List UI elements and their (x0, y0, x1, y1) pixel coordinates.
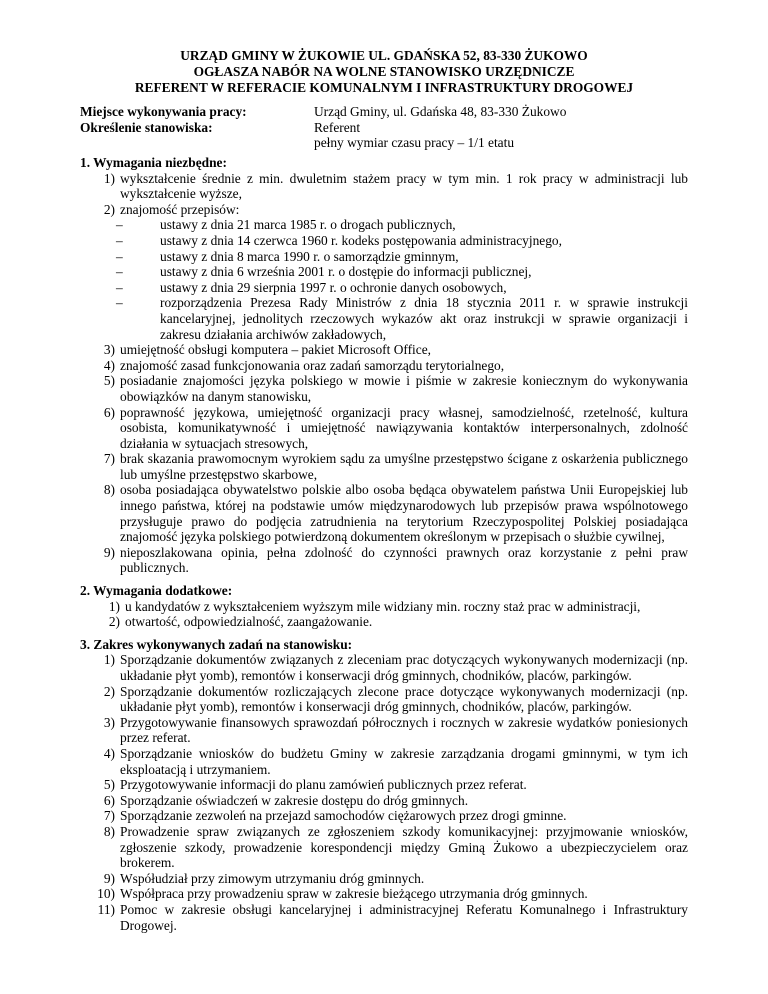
list-item (80, 824, 688, 871)
item-text: u kandydatów z wykształceniem wyższym mile widziany min. roczny staż prac w administracji, (125, 598, 641, 614)
list-item (80, 793, 688, 809)
item-number: 8) (103, 823, 115, 839)
law-item (80, 264, 688, 280)
position-label: Określenie stanowiska: (80, 119, 213, 135)
item-number: 6) (103, 404, 115, 420)
item-number: 3) (103, 714, 115, 730)
law-text: ustawy z dnia 29 sierpnia 1997 r. o ochronie danych osobowych, (160, 279, 507, 295)
item-number: 4) (103, 357, 115, 373)
list-item (80, 482, 688, 544)
item-number: 1) (103, 170, 115, 186)
law-text: rozporządzenia Prezesa Rady Ministrów z dnia 18 stycznia 2011 r. w sprawie instrukcji kancelaryjnej, jednolitych rzeczowych wykazów akt oraz instrukcji w sprawie organizacji i zakresu działania archiwów zakładowych, (160, 295, 688, 342)
item-number: 1) (103, 652, 115, 668)
law-text: ustawy z dnia 8 marca 1990 r. o samorządzie gminnym, (160, 248, 459, 264)
item-text: otwartość, odpowiedzialność, zaangażowanie. (125, 614, 373, 630)
item-number: 2) (103, 683, 115, 699)
list-item (80, 342, 688, 358)
item-text: Sporządzanie zezwoleń na przejazd samochodów ciężarowych przez drogi gminne. (120, 808, 567, 824)
header-position: REFERENT W REFERACIE KOMUNALNYM I INFRASTRUKTURY DROGOWEJ (134, 80, 634, 95)
list-item (80, 451, 688, 482)
law-item (80, 217, 688, 233)
list-item (80, 684, 688, 715)
section-duties (80, 637, 688, 933)
item-text: nieposzlakowana opinia, pełna zdolność do czynności prawnych oraz korzystanie z pełni praw publicznych. (120, 544, 688, 576)
item-number: 1) (108, 598, 120, 614)
header-office: URZĄD GMINY W ŻUKOWIE UL. GDAŃSKA 52, 83-330 ŻUKOWO (180, 48, 588, 63)
dash-bullet: – (116, 217, 123, 233)
item-text: Sporządzanie oświadczeń w zakresie dostępu do dróg gminnych. (120, 792, 469, 808)
item-text: Prowadzenie spraw związanych ze zgłoszeniem szkody komunikacyjnej: przyjmowanie wniosków, zgłoszenie szkody, prowadzenie korespondencji między Gminą Żukowo a ubezpieczycielem oraz brokerem. (120, 823, 688, 871)
law-text: ustawy z dnia 21 marca 1985 r. o drogach publicznych, (160, 217, 456, 233)
item-text: posiadanie znajomości języka polskiego w mowie i piśmie w zakresie koniecznym do wykonywania obowiązków na danym stanowisku, (120, 373, 688, 404)
item-text: Współpraca przy prowadzeniu spraw w zakresie bieżącego utrzymania dróg gminnych. (120, 886, 588, 902)
list-item (80, 614, 688, 630)
law-item (80, 249, 688, 265)
job-meta (80, 104, 688, 151)
list-item (80, 715, 688, 746)
dash-bullet: – (116, 232, 123, 248)
item-text: brak skazania prawomocnym wyrokiem sądu za umyślne przestępstwo ścigane z oskarżenia publicznego lub umyślne przestępstwo skarbowe, (120, 451, 688, 482)
item-text: poprawność językowa, umiejętność organizacji pracy własnej, samodzielność, rzetelność, kultura osobista, komunikatywność i umiejętność nawiązywania kontaktów interpersonalnych, zdolność działania w sytuacjach stresowych, (120, 404, 688, 451)
law-item (80, 295, 688, 342)
dash-bullet: – (116, 279, 123, 295)
list-item (80, 202, 688, 218)
item-number: 3) (103, 342, 115, 358)
header-announcement: OGŁASZA NABÓR NA WOLNE STANOWISKO URZĘDNICZE (193, 64, 575, 79)
item-text: Sporządzanie wniosków do budżetu Gminy w zakresie zarządzania drogami gminnymi, w tym ich eksploatacją i utrzymaniem. (120, 745, 688, 777)
section-title: 1. Wymagania niezbędne: (80, 155, 227, 170)
item-text: wykształcenie średnie z min. dwuletnim stażem pracy w tym min. 1 rok pracy w administracji lub wykształcenie wyższe, (120, 170, 688, 202)
worktime-value: pełny wymiar czasu pracy – 1/1 etatu (314, 135, 515, 151)
list-item (80, 902, 688, 933)
list-item (80, 358, 688, 374)
law-text: ustawy z dnia 14 czerwca 1960 r. kodeks postępowania administracyjnego, (160, 232, 562, 248)
item-number: 6) (103, 792, 115, 808)
law-item (80, 233, 688, 249)
section-additional (80, 583, 688, 630)
list-item (80, 777, 688, 793)
dash-bullet: – (116, 248, 123, 264)
item-number: 11) (97, 901, 115, 917)
item-text: Sporządzanie dokumentów rozliczających zlecone prace dotyczące wykonywanych modernizacji (np. układanie płyt yomb), remontów i konserwacji dróg gminnych, chodników, placów, parkingów. (120, 683, 688, 715)
item-text: Sporządzanie dokumentów związanych z zleceniam prac dotyczących wykonywanych modernizacji (np. układanie płyt yomb), remontów i konserwacji dróg gminnych, chodników, placów, parkingów. (120, 652, 688, 683)
item-number: 2) (103, 201, 115, 217)
workplace-label: Miejsce wykonywania pracy: (80, 104, 247, 119)
item-number: 9) (103, 544, 115, 560)
sections (80, 155, 688, 940)
item-text: znajomość przepisów: (120, 201, 240, 217)
item-text: umiejętność obsługi komputera – pakiet Microsoft Office, (120, 342, 432, 358)
list-item (80, 746, 688, 777)
item-text: Współudział przy zimowym utrzymaniu dróg gminnych. (120, 870, 425, 886)
position-value: Referent (314, 119, 361, 135)
item-number: 5) (103, 373, 115, 389)
list-item (80, 373, 688, 404)
item-text: Pomoc w zakresie obsługi kancelaryjnej i administracyjnej Referatu Komunalnego i Infrastruktury Drogowej. (120, 901, 688, 933)
law-item (80, 280, 688, 296)
item-number: 7) (103, 808, 115, 824)
section-title: 2. Wymagania dodatkowe: (80, 583, 233, 599)
list-item (80, 171, 688, 202)
dash-bullet: – (116, 264, 123, 280)
list-item (80, 808, 688, 824)
item-number: 2) (108, 614, 120, 630)
item-text: osoba posiadająca obywatelstwo polskie albo osoba będąca obywatelem państwa Unii Europejskiej lub innego państwa, której na podstawie umów międzynarodowych lub przepisów prawa wspólnotowego przysługuje prawo do podjęcia zatrudnienia na terytorium Rzeczypospolitej Polskiej posiadająca znajomość języka polskiego potwierdzoną dokumentem określonym w przepisach o służbie cywilnej, (120, 482, 688, 545)
item-number: 5) (103, 777, 115, 793)
item-text: Przygotowywanie finansowych sprawozdań półrocznych i rocznych w zakresie wydatków poniesionych przez referat. (120, 714, 688, 746)
workplace-value: Urząd Gminy, ul. Gdańska 48, 83-330 Żukowo (314, 104, 567, 119)
item-number: 8) (103, 482, 115, 498)
list-item (80, 652, 688, 683)
document-header (80, 48, 688, 96)
list-item (80, 599, 688, 615)
dash-bullet: – (116, 295, 123, 311)
item-number: 10) (97, 886, 115, 902)
section-required (80, 155, 688, 576)
item-number: 7) (103, 451, 115, 467)
list-item (80, 871, 688, 887)
item-number: 9) (103, 870, 115, 886)
list-item (80, 545, 688, 576)
item-text: Przygotowywanie informacji do planu zamówień publicznych przez referat. (120, 777, 527, 793)
list-item (80, 886, 688, 902)
item-number: 4) (103, 745, 115, 761)
item-text: znajomość zasad funkcjonowania oraz zadań samorządu terytorialnego, (120, 357, 505, 373)
law-text: ustawy z dnia 6 września 2001 r. o dostępie do informacji publicznej, (160, 264, 532, 280)
section-title: 3. Zakres wykonywanych zadań na stanowisku: (80, 636, 353, 652)
list-item (80, 405, 688, 452)
